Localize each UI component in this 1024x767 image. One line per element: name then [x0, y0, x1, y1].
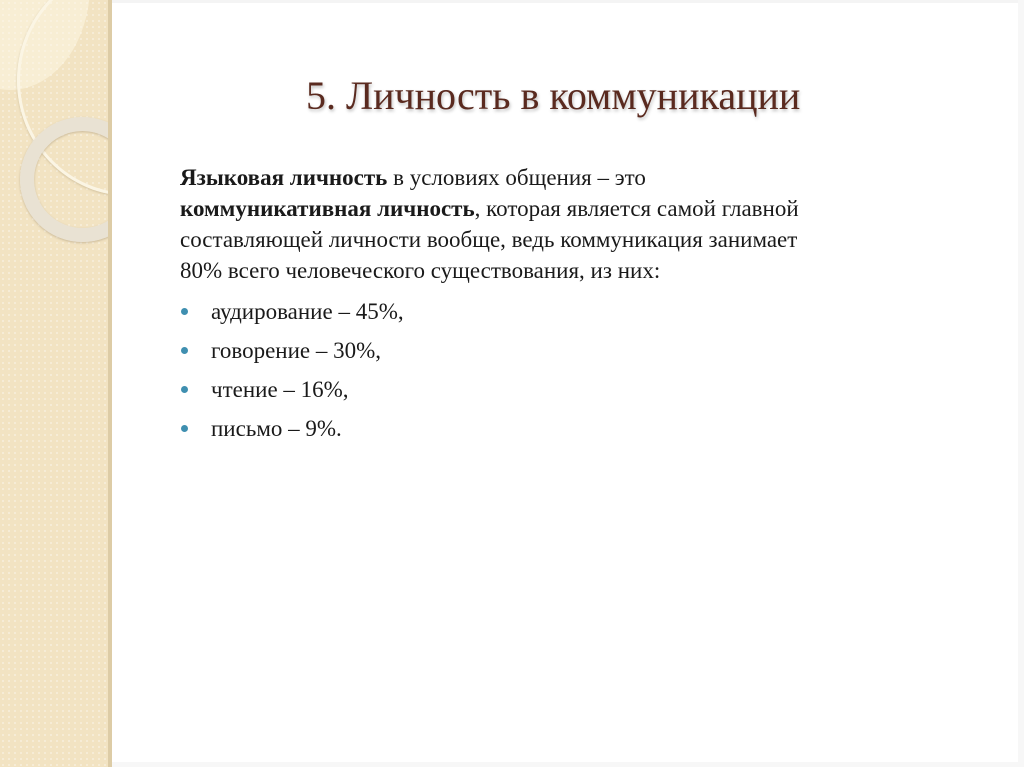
- frame-right-edge: [1018, 0, 1024, 767]
- slide-body: [180, 162, 1010, 448]
- paragraph-text-4: 80% всего человеческого существования, из них:: [180, 258, 661, 283]
- intro-paragraph: [180, 162, 1010, 286]
- slide-title: 5. Личность в коммуникации: [306, 73, 801, 118]
- bullet-dot-icon: [181, 347, 188, 354]
- paragraph-text-3: составляющей личности вообще, ведь коммуникация занимает: [180, 227, 798, 252]
- paragraph-text-1: в условиях общения – это: [387, 165, 646, 190]
- communication-breakdown-list: [180, 292, 1010, 448]
- term-language-personality: Языковая личность: [180, 165, 388, 190]
- list-item-text: чтение – 16%,: [211, 377, 349, 402]
- term-communicative-personality: коммуникативная личность: [180, 196, 475, 221]
- list-item: [180, 409, 1010, 448]
- list-item: [180, 370, 1010, 409]
- frame-bottom-edge: [112, 762, 1024, 767]
- list-item-text: аудирование – 45%,: [211, 299, 404, 324]
- bullet-dot-icon: [181, 308, 188, 315]
- list-item-text: говорение – 30%,: [211, 338, 382, 363]
- list-item-text: письмо – 9%.: [211, 416, 342, 441]
- list-item: [180, 331, 1010, 370]
- decorative-sidebar: [0, 0, 112, 767]
- frame-top-edge: [112, 0, 1024, 3]
- list-item: [180, 292, 1010, 331]
- paragraph-text-2: , которая является самой главной: [474, 196, 799, 221]
- bullet-dot-icon: [181, 386, 188, 393]
- bullet-dot-icon: [181, 425, 188, 432]
